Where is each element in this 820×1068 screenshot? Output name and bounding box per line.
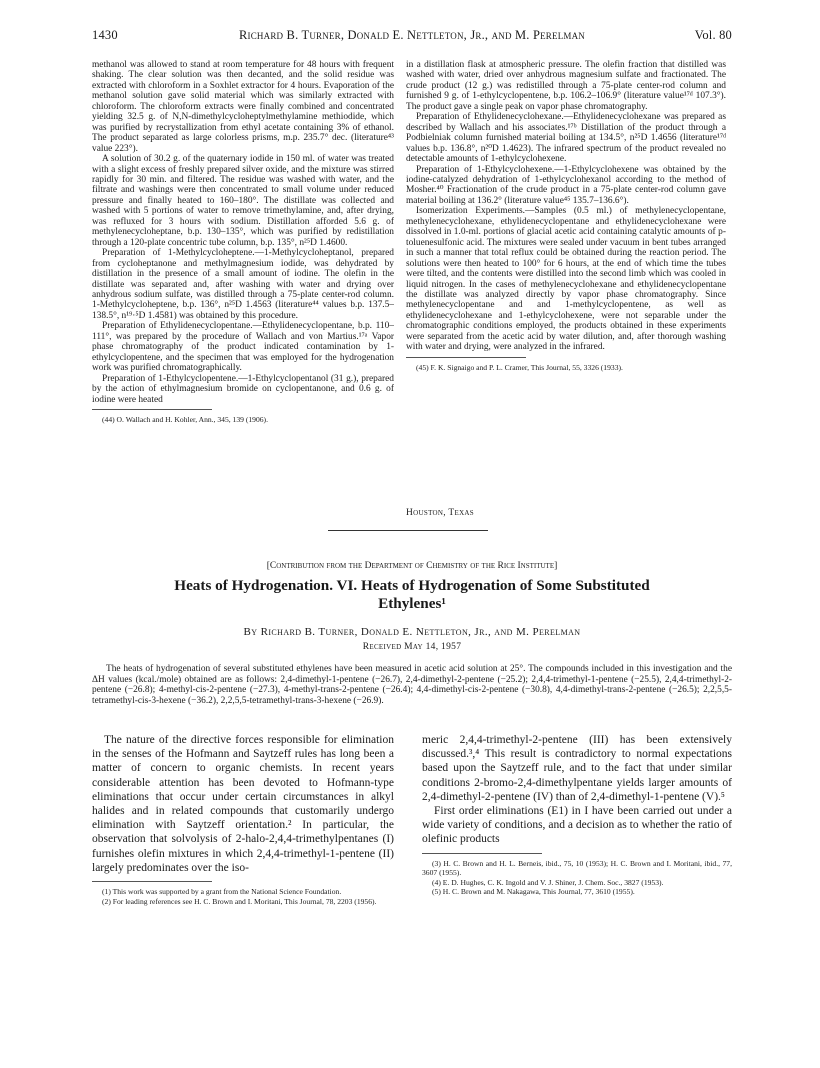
abstract bbox=[92, 664, 732, 706]
article-separator-rule bbox=[328, 530, 488, 531]
volume-label: Vol. 80 bbox=[694, 28, 732, 42]
byline: By Richard B. Turner, Donald E. Nettleton, Jr., and M. Perelman bbox=[243, 626, 581, 638]
paragraph: Preparation of Ethylidenecyclohexane.—Ethylidenecyclohexane was prepared as described by Wallach and his associates.¹⁷ᵇ Distillation of the product through a Podbielniak column furnished material boiling at 134.5°, n²⁵D 1.4656 (literature¹⁷ᵈ values b.p. 136.8°, n²⁰D 1.4623). The infrared spectrum of the product revealed no detectable amounts of 1-ethylcyclohexene. bbox=[406, 112, 726, 165]
footnotes bbox=[422, 859, 732, 897]
body-right-column bbox=[422, 733, 732, 897]
paragraph: A solution of 30.2 g. of the quaternary iodide in 150 ml. of water was treated with a slight excess of freshly prepared silver oxide, and the mixture was stirred rapidly for 30 min. and filtered. The residue was washed with water, and the filtrate and washings were then concentrated to small volume under reduced pressure and finally heated to 160–180°. The distillate was collected and washed with 5 portions of water to remove trimethylamine, and, after drying, was refluxed for 3 hours with sodium. Distillation afforded 5.6 g. of methylenecycloheptane, b.p. 130–135°, which was purified by redistillation through a 120-plate concentric tube column, b.p. 135°, n²⁵D 1.4600. bbox=[92, 154, 394, 248]
footnote-rule bbox=[92, 409, 212, 410]
footnote: (44) O. Wallach and H. Kohler, Ann., 345, 139 (1906). bbox=[102, 414, 268, 424]
paragraph: Preparation of 1-Methylcycloheptene.—1-Methylcycloheptanol, prepared from cycloheptanone and methylmagnesium iodide, was dehydrated by distillation in the presence of a small amount of iodine. The olefin in the distillate was separated and, after washing with water and drying over anhydrous sodium sulfate, was distilled through a 75-plate center-rod column. 1-Methylcycloheptene, b.p. 136°, n²⁵D 1.4563 (literature⁴⁴ values b.p. 137.5–138.5°, n¹⁹·⁵D 1.4581) was obtained by this procedure. bbox=[92, 248, 394, 321]
paragraph: methanol was allowed to stand at room temperature for 48 hours with frequent shaking. The clear solution was then decanted, and the solid residue was extracted with chloroform in a Soxhlet extractor for 4 hours. Evaporation of the methanol solution gave solid material which was similarly extracted with chloroform. The chloroform extracts were finally combined and concentrated yielding 32.5 g. of N,N-dimethylcycloheptylmethylamine methiodide, which was purified by recrystallization from ethyl acetate containing 3% of ethanol. The product separated as large colorless prisms, m.p. 235.7° dec. (literature⁴³ value 223°). bbox=[92, 60, 394, 154]
footnotes bbox=[92, 887, 394, 906]
footnote: (1) This work was supported by a grant from the National Science Foundation. bbox=[102, 887, 342, 897]
page-number: 1430 bbox=[92, 28, 118, 42]
paragraph: Preparation of 1-Ethylcyclopentene.—1-Ethylcyclopentanol (31 g.), prepared by the action of ethylmagnesium bromide on cyclopentanone, and 0.6 g. of iodine were heated bbox=[92, 373, 394, 405]
paragraph: in a distillation flask at atmospheric pressure. The olefin fraction that distilled was washed with water, dried over anhydrous magnesium sulfate and fractionated. The crude product (12 g.) was redistilled through a 75-plate center-rod column and furnished 9 g. of 1-ethylcyclopentene, b.p. 106.2–106.9° (literature value¹⁷ᵈ 107.3°). The product gave a single peak on vapor phase chromatography. bbox=[406, 60, 726, 112]
footnote-rule bbox=[92, 881, 212, 882]
paragraph: Isomerization Experiments.—Samples (0.5 ml.) of methylenecyclopentane, methylenecyclohexane, ethylidenecyclopentane and ethylidenecyclohexane were dissolved in 1.0-ml. portions of glacial acetic acid containing catalytic amounts of p-toluenesulfonic acid. The mixtures were sealed under vacuum in bent tubes arranged in such a manner that total reflux could be obtained during the reaction period. The solutions were then heated to 100° for 6 hours, at the end of which time the tubes were tilted, and the contents were distilled into the second limb which was cooled in liquid nitrogen. In the cases of methylenecyclohexane and ethylidenecyclopentane the distillate was analyzed directly by vapor phase chromatography. Since methylenecyclopentane and and 1-methylcyclopentene, as well as ethylidenecyclohexane and 1-ethylcyclohexene, were not separable under the chromatographic conditions employed, the products obtained in these experiments were separated from the acetic acid by water dilution, and, after thorough washing with water and drying, were analyzed in the infrared. bbox=[406, 206, 726, 353]
paragraph: First order eliminations (E1) in I have been carried out under a wide variety of conditions, and a decision as to whether the ratio of olefinic products bbox=[422, 805, 732, 846]
footnote-rule bbox=[406, 357, 526, 358]
running-header bbox=[92, 28, 732, 48]
article-title bbox=[92, 577, 732, 612]
footnote: (2) For leading references see H. C. Brown and I. Moritani, This Journal, 78, 2203 (1956). bbox=[102, 896, 377, 906]
prev-article-left-column bbox=[92, 60, 394, 424]
body-left-column bbox=[92, 733, 394, 906]
prev-article-right-column bbox=[406, 60, 726, 372]
institution-address: Houston, Texas bbox=[406, 508, 474, 518]
footnote: (45) F. K. Signaigo and P. L. Cramer, This Journal, 55, 3326 (1933). bbox=[416, 362, 623, 372]
paragraph: Preparation of Ethylidenecyclopentane.—Ethylidenecyclopentane, b.p. 110–111°, was prepared by the procedure of Wallach and von Martius.¹⁷ᵃ Vapor phase chromatography of the product indicated contamination by 1-ethylcyclopentene, and the specimen that was employed for the hydrogenation work was purified chromatographically. bbox=[92, 321, 394, 374]
abstract-text: The heats of hydrogenation of several substituted ethylenes have been measured in acetic acid solution at 25°. The compounds included in this investigation and the ΔH values (kcal./mole) obtained are as follows: 2,4-dimethyl-1-pentene (−26.7), 2,4-dimethyl-2-pentene (−25.2); 2,4,4-trimethyl-1-pentene (−25.5), 2,4,4-trimethyl-2-pentene (−26.8); 4-methyl-cis-2-pentene (−27.3), 4-methyl-trans-2-pentene (−26.4); 4,4-dimethyl-cis-2-pentene (−30.8), 4,4-dimethyl-trans-2-pentene (−26.5); 2,2,5,5-tetramethyl-cis-3-hexene (−36.2), 2,2,5,5-tetramethyl-trans-3-hexene (−26.9). bbox=[92, 664, 732, 706]
paragraph: Preparation of 1-Ethylcyclohexene.—1-Ethylcyclohexene was obtained by the iodine-catalyzed dehydration of 1-ethylcyclohexanol according to the method of Mosher.⁴⁰ Fractionation of the crude product in a 75-plate center-rod column gave material boiling at 136.2° (literature value⁴⁵ 135.7–136.6°). bbox=[406, 164, 726, 206]
footnote: (5) H. C. Brown and M. Nakagawa, This Journal, 77, 3610 (1955). bbox=[432, 887, 635, 897]
title-line: Heats of Hydrogenation. VI. Heats of Hydrogenation of Some Substituted bbox=[174, 577, 650, 594]
paragraph: The nature of the directive forces responsible for elimination in the senses of the Hofmann and Saytzeff rules has long been a matter of concern to organic chemists. In recent years considerable attention has been devoted to Hofmann-type eliminations that occur under certain circumstances in alkyl halides and in related compounds that customarily undergo elimination with Saytzeff orientation.² In particular, the observation that solvolysis of 2-halo-2,4,4-trimethylpentanes (I) furnishes olefin mixtures in which 2,4,4-trimethyl-1-pentene (II) largely predominates over the iso- bbox=[92, 734, 394, 874]
running-authors: Richard B. Turner, Donald E. Nettleton, Jr., and M. Perelman bbox=[238, 28, 586, 42]
contribution-line: [Contribution from the Department of Chemistry of the Rice Institute] bbox=[266, 561, 558, 571]
title-line: Ethylenes¹ bbox=[378, 594, 446, 612]
received-date: Received May 14, 1957 bbox=[362, 642, 462, 652]
footnote: (3) H. C. Brown and H. L. Berneis, ibid., 75, 10 (1953); H. C. Brown and I. Moritani, ibid., 77, 3607 (1955). bbox=[422, 858, 732, 878]
paragraph: meric 2,4,4-trimethyl-2-pentene (III) has been extensively discussed.³,⁴ This result is contradictory to normal expectations based upon the Saytzeff rule, and to the fact that under similar conditions 2-bromo-2,4-dimethylpentane yields larger amounts of 2,4-dimethyl-2-pentene (IV) than of 2,4-dimethyl-1-pentene (V).⁵ bbox=[422, 734, 732, 803]
footnote-rule bbox=[422, 853, 542, 854]
footnote: (4) E. D. Hughes, C. K. Ingold and V. J. Shiner, J. Chem. Soc., 3827 (1953). bbox=[432, 877, 664, 887]
